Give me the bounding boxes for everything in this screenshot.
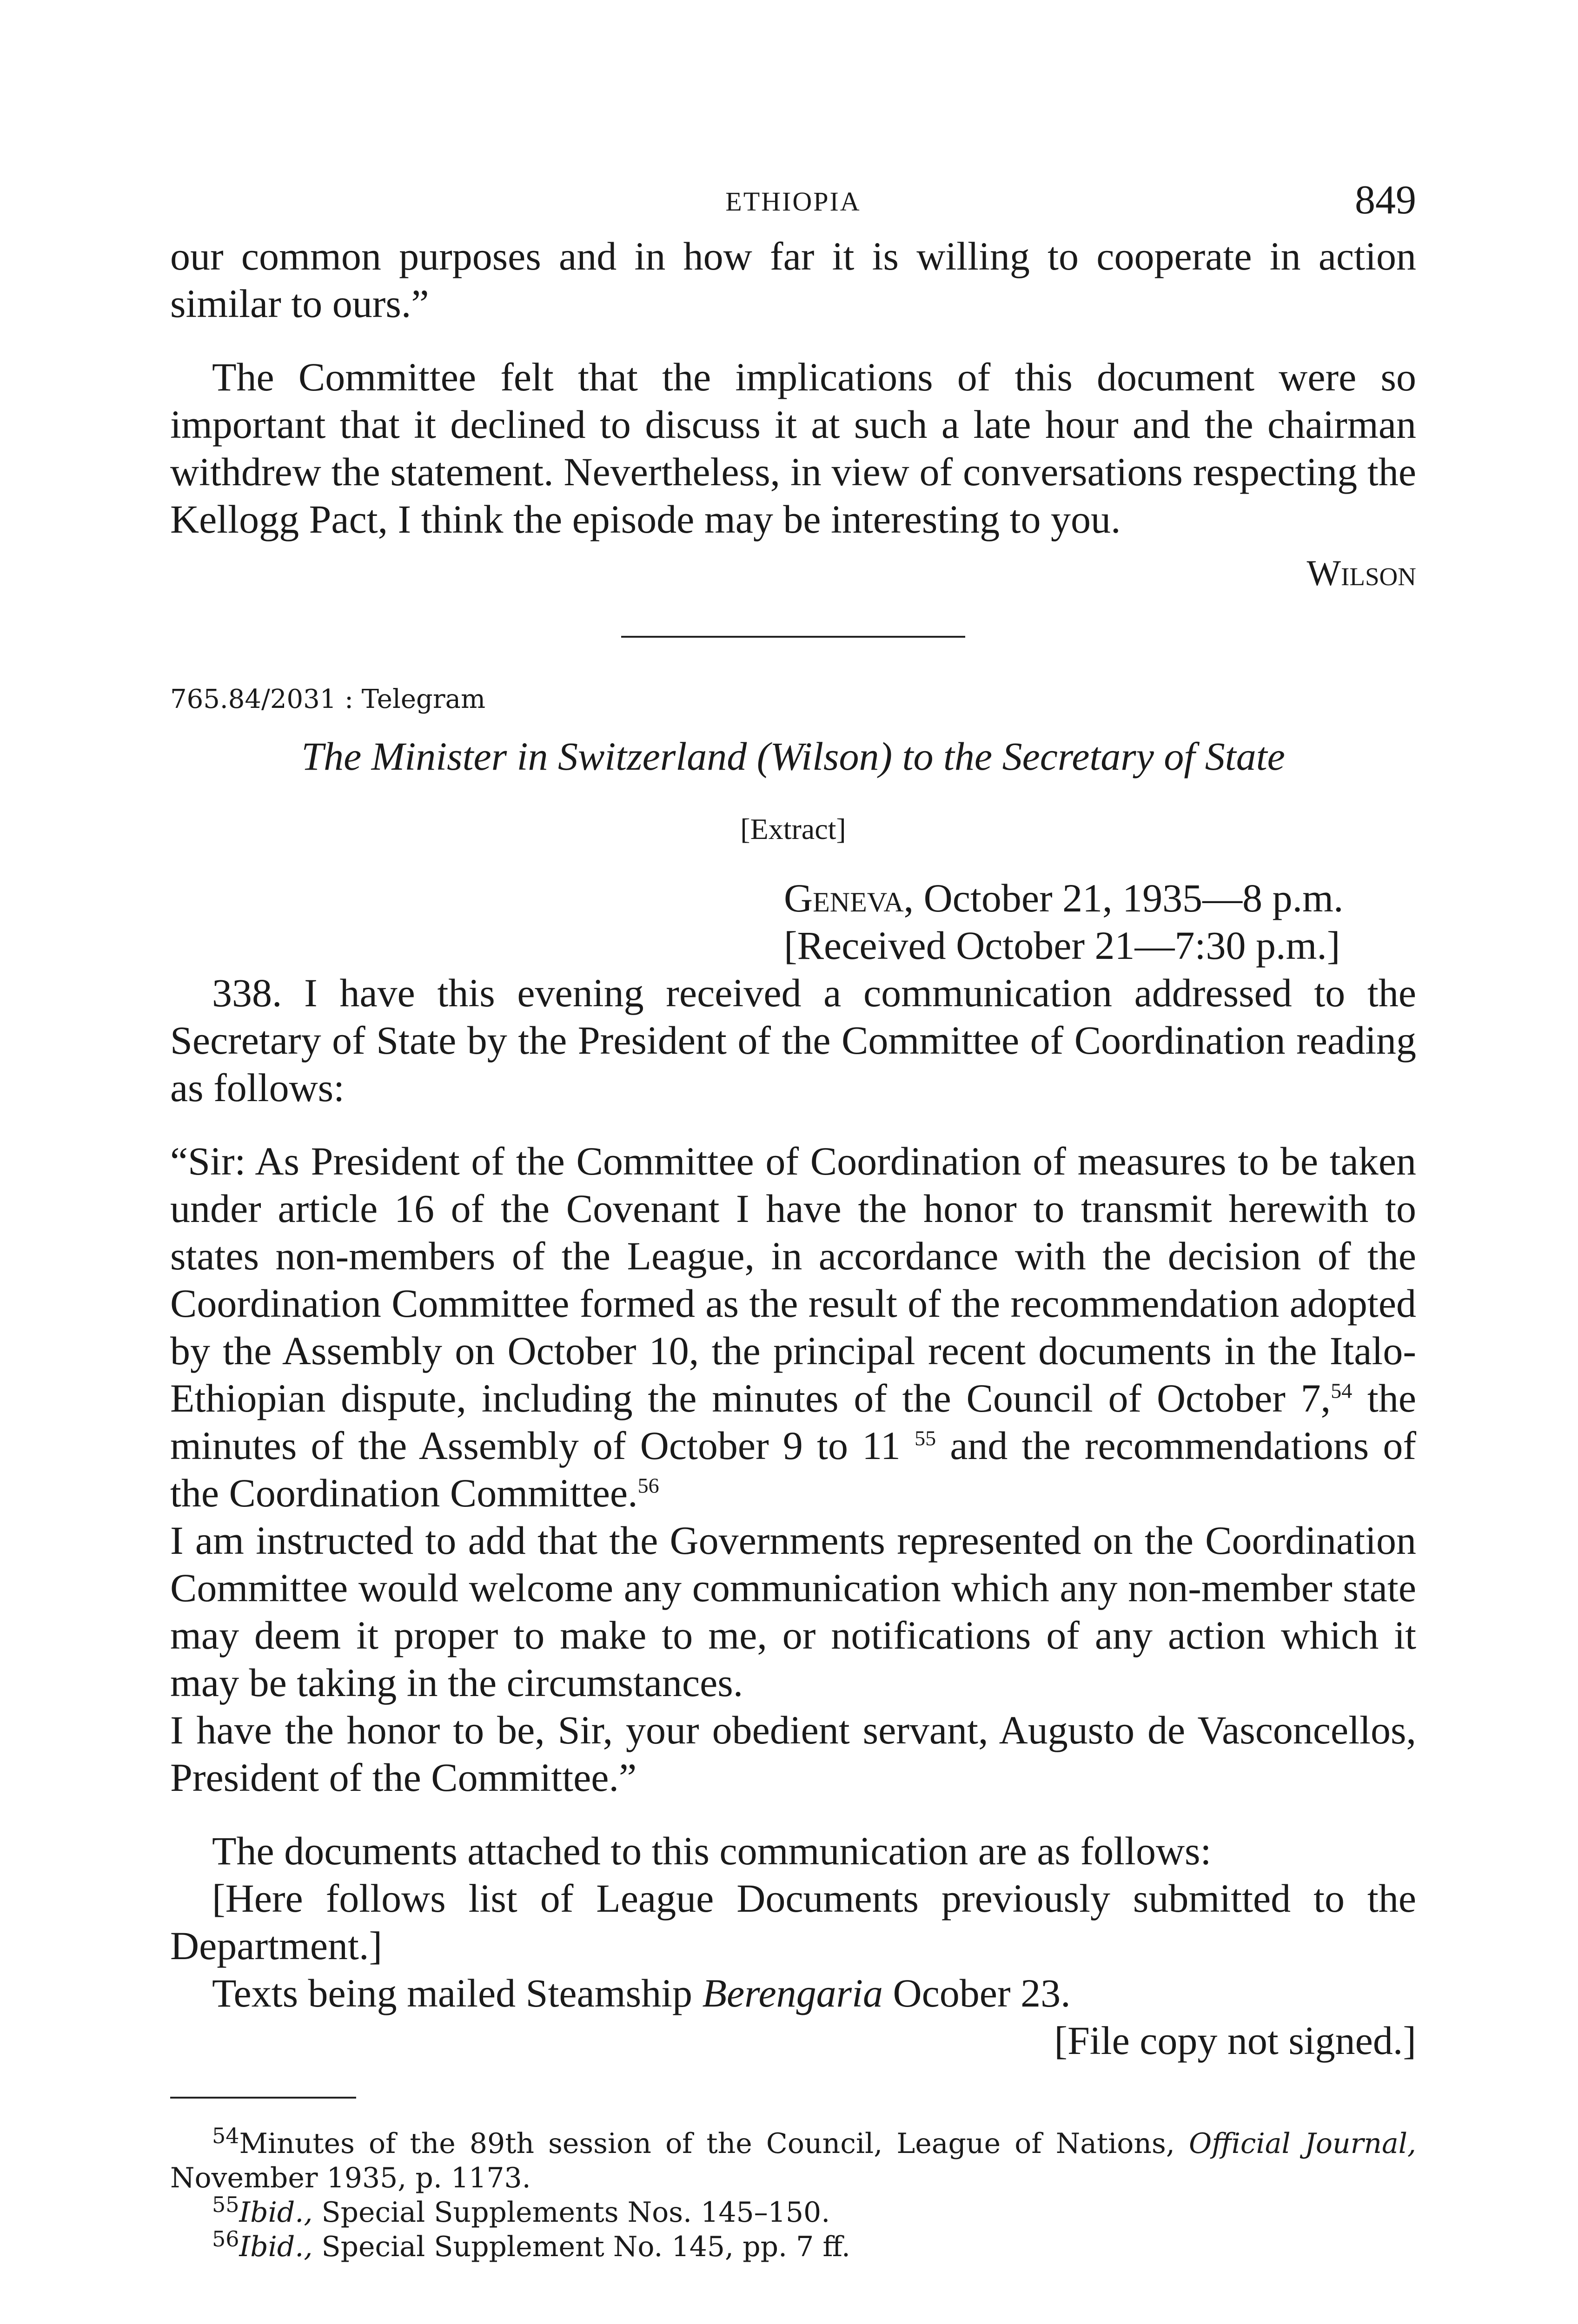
footnote-text-end: Special Supplements Nos. 145–150.	[312, 2196, 830, 2229]
paragraph-committee: The Committee felt that the implications of this document were so important that it declined to discuss it at such a late hour and the chairman withdrew the statement. Nevertheless, in view of conversations respecting the Kellogg Pact, I think the episode may be interesting to you.	[170, 355, 1416, 541]
quoted-communication	[170, 1137, 1416, 1801]
paragraph-mailed	[170, 1969, 1416, 2017]
mailed-date: Ocober 23.	[882, 1971, 1071, 2015]
paragraph-telegram: 338. I have this evening received a communication addressed to the Secretary of State by the President of the Committee of Coordination reading as follows:	[170, 971, 1416, 1110]
footnote-55	[170, 2192, 1416, 2230]
mailed-text: Texts being mailed Steamship	[212, 1971, 703, 2015]
paragraph-continuation: our common purposes and in how far it is willing to cooperate in action similar to ours.”	[170, 234, 1416, 326]
quote-text-c: and the recommendations of the Coordination Committee.	[170, 1423, 1416, 1515]
footnote-number: 56	[212, 2226, 239, 2251]
section-divider	[621, 636, 965, 638]
running-head: ETHIOPIA	[725, 186, 861, 217]
footnote-54	[170, 2123, 1416, 2195]
file-copy-note: [File copy not signed.]	[1054, 2018, 1416, 2063]
footnote-ref-56: 56	[637, 1473, 659, 1498]
footnote-text-end: November 1935, p. 1173.	[170, 2162, 531, 2194]
document-page	[170, 177, 1416, 2264]
dateline-date: , October 21, 1935—8 p.m.	[903, 876, 1344, 920]
footnote-text: Minutes of the 89th session of the Council, League of Nations,	[239, 2127, 1189, 2160]
paragraph-attachments: The documents attached to this communication are as follows:	[212, 1829, 1212, 1873]
extract-label: [Extract]	[740, 812, 846, 845]
quote-text-a: “Sir: As President of the Committee of Coordination of measures to be taken under article 16 of the Covenant I have the honor to transmit herewith to states non-members of the League, in accordance with the decision of the Coordination Committee formed as the result of the recommendation adopted by the Assembly on October 10, the principal recent documents in the Italo-Ethiopian dispute, including the minutes of the Council of October 7,	[170, 1139, 1416, 1420]
dateline-place: Geneva	[784, 876, 904, 920]
file-reference: 765.84/2031 : Telegram	[170, 684, 486, 714]
paragraph-league-documents: [Here follows list of League Documents previously submitted to the Department.]	[170, 1876, 1416, 1968]
document-title: The Minister in Switzerland (Wilson) to the Secretary of State	[301, 734, 1285, 779]
page-number: 849	[1355, 178, 1416, 223]
signature-wilson: Wilson	[1306, 553, 1416, 593]
footnotes	[170, 2123, 1416, 2264]
footnote-text-end: Special Supplement No. 145, pp. 7 ff.	[312, 2231, 850, 2263]
quote-paragraph-1	[170, 1137, 1416, 1517]
footnote-italic: Ibid.,	[239, 2231, 313, 2263]
footnote-number: 55	[212, 2192, 239, 2217]
ship-name: Berengaria	[702, 1971, 883, 2015]
footnote-56	[170, 2226, 1416, 2264]
footnote-italic: Ibid.,	[239, 2196, 313, 2229]
page-header	[170, 177, 1416, 232]
footnote-ref-55: 55	[915, 1426, 936, 1450]
footnote-ref-54: 54	[1331, 1379, 1353, 1403]
quote-text-b: the minutes of the Assembly of October 9 to 11	[170, 1376, 1417, 1468]
dateline	[170, 874, 1416, 969]
quote-paragraph-3: I have the honor to be, Sir, your obedient servant, Augusto de Vasconcellos, President of the Committee.”	[170, 1708, 1416, 1800]
dateline-received: [Received October 21—7:30 p.m.]	[784, 923, 1340, 968]
footnote-italic: Official Journal,	[1189, 2127, 1416, 2160]
footnote-number: 54	[212, 2123, 239, 2148]
quote-paragraph-2: I am instructed to add that the Governments represented on the Coordination Committee would welcome any communication which any non-member state may deem it proper to make to me, or notifications of any action which it may be taking in the circumstances.	[170, 1518, 1416, 1705]
footnote-divider	[170, 2097, 356, 2099]
